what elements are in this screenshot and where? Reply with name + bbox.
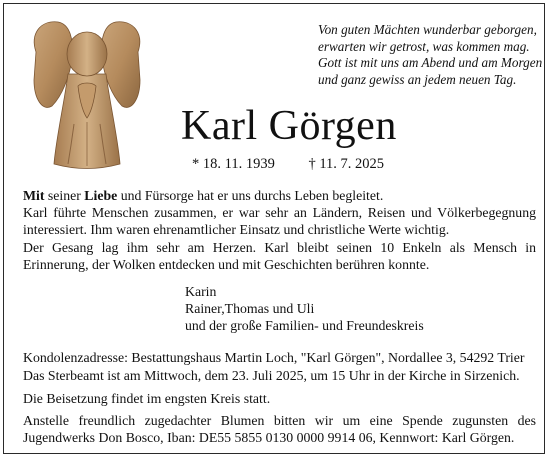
signers-block: [185, 283, 424, 335]
signer-line: Rainer,Thomas und Uli: [185, 301, 315, 317]
birth-date: * 18. 11. 1939: [192, 156, 275, 172]
signer-line: und der große Familien- und Freundeskreis: [185, 318, 424, 334]
life-dates: [192, 155, 384, 173]
deceased-name: Karl Görgen: [181, 103, 397, 149]
quote-line: und ganz gewiss an jedem neuen Tag.: [318, 71, 517, 87]
wooden-angel-image: [26, 14, 148, 172]
burial-notice: Die Beisetzung findet im engsten Kreis statt.: [23, 391, 271, 406]
donation-notice: Anstelle freundlich zugedachter Blumen bitten wir um eine Spende zugunsten des Jugendwerks Don Bosco, Iban: DE55 5855 0130 0000 9914 06, Kennwort: Karl Görgen.: [23, 413, 536, 446]
quote-line: erwarten wir getrost, was kommen mag.: [318, 38, 530, 54]
quote-line: Gott ist mit uns am Abend und am Morgen: [318, 55, 543, 70]
death-date: † 11. 7. 2025: [308, 156, 385, 172]
tribute-paragraph: Karl führte Menschen zusammen, er war sehr an Ländern, Reisen und Völkerbegegnung interessiert. Ihm waren ehrenamtlicher Einsatz und christliche Werte wichtig.: [23, 205, 536, 238]
quote-line: Von guten Mächten wunderbar geborgen,: [318, 22, 537, 37]
tribute-text: [23, 187, 536, 273]
tribute-lead-tail: und Fürsorge hat er uns durchs Leben begleitet.: [117, 188, 384, 203]
tribute-paragraph: Der Gesang lag ihm sehr am Herzen. Karl bleibt seinen 10 Enkeln als Mensch in Erinnerung, der Wolken entdecken und mit Geschichten berühren konnte.: [23, 239, 536, 272]
obituary-frame: [3, 3, 545, 454]
tribute-lead-word: Mit: [23, 188, 45, 203]
tribute-lead-rest: seiner: [44, 188, 85, 203]
condolence-address: Kondolenzadresse: Bestattungshaus Martin Loch, "Karl Görgen", Nordallee 3, 54292 Trier: [23, 350, 525, 365]
quote-block: [318, 22, 544, 88]
tribute-lead-liebe: Liebe: [84, 188, 118, 203]
signer-line: Karin: [185, 284, 217, 299]
tribute-lead: [23, 187, 536, 204]
requiem-notice: Das Sterbeamt ist am Mittwoch, dem 23. Juli 2025, um 15 Uhr in der Kirche in Sirzenich.: [23, 368, 520, 383]
